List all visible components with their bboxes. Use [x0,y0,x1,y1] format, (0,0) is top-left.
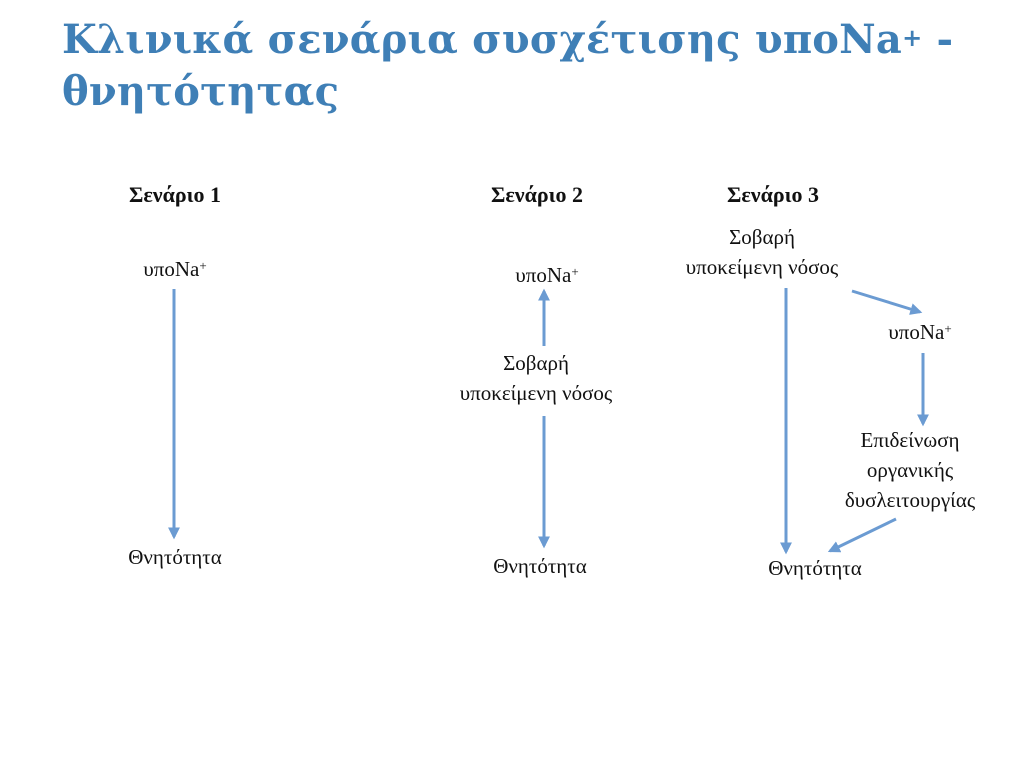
scenario3-disease: Σοβαρή υποκείμενη νόσος [685,225,839,279]
title-superscript: + [902,23,923,52]
scenario2-mortality: Θνητότητα [493,554,587,578]
scenario3-hypona: υποNa+ [888,320,952,344]
scenario3-mortality: Θνητότητα [768,556,862,580]
s3-arrow-disease-to-hypona [852,291,920,312]
scenario3-organ-dysfunction: Επιδείνωση οργανικής δυσλειτουργίας [844,428,976,512]
scenario1-mortality: Θνητότητα [128,545,222,569]
scenario1-hypona: υποNa+ [143,257,207,281]
scenario2-disease: Σοβαρή υποκείμενη νόσος [459,351,613,405]
title-dash: - [922,16,954,63]
scenario1-header: Σενάριο 1 [129,182,221,207]
scenario2-header: Σενάριο 2 [491,182,583,207]
scenario3-header: Σενάριο 3 [727,182,819,207]
title-line2: θνητότητας [62,68,340,115]
s3-arrow-organ-to-mortality [830,519,896,551]
title-text: Κλινικά σενάρια συσχέτισης υποNa [62,16,903,63]
scenario2-hypona: υποNa+ [515,263,579,287]
